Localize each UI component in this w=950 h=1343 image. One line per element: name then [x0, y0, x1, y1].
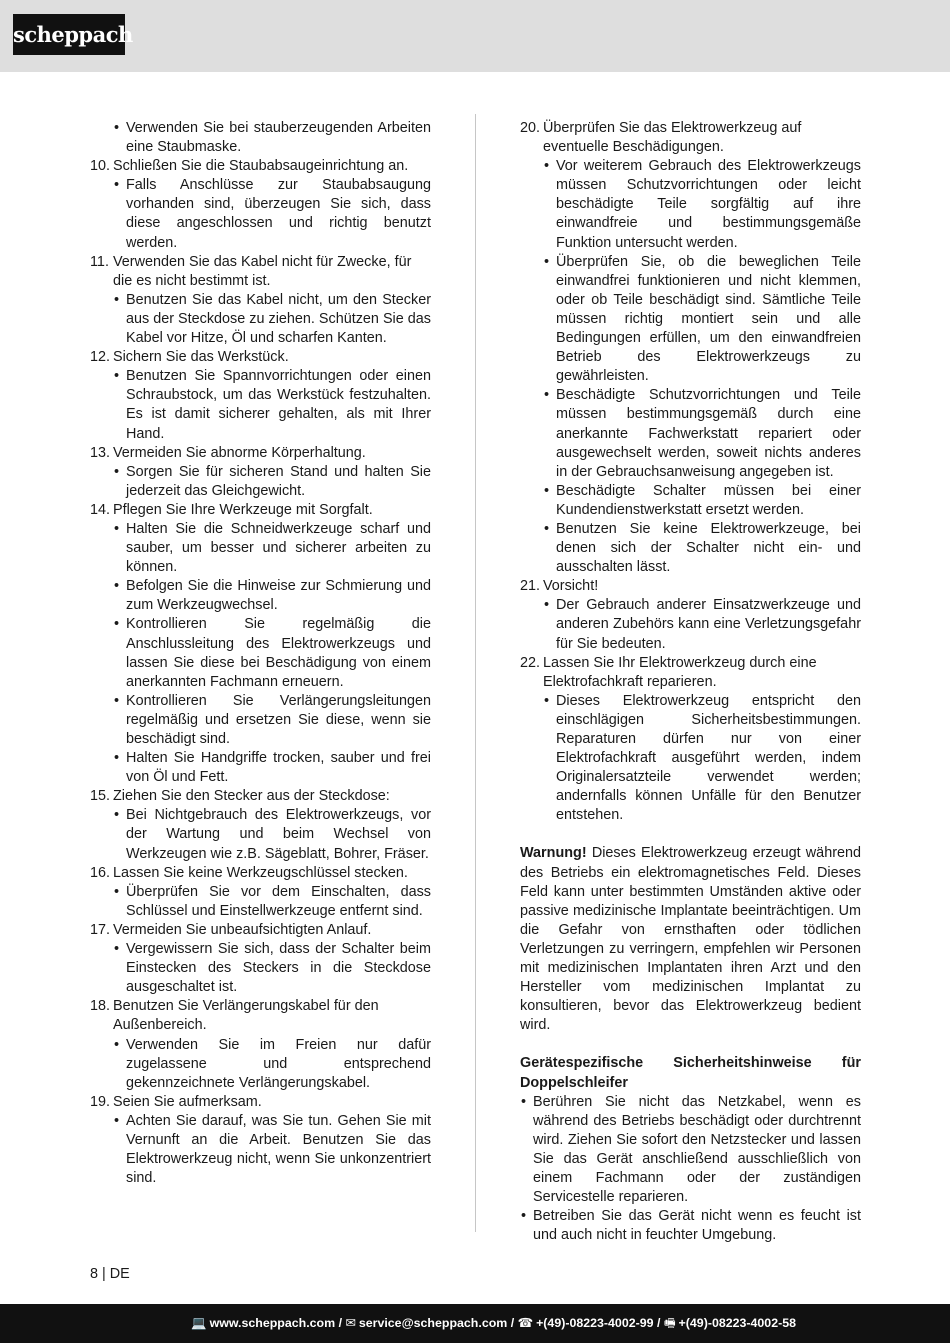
item-text: Vermeiden Sie unbeaufsichtigten Anlauf. — [113, 921, 372, 938]
paragraph — [520, 844, 861, 1035]
bullet-item: • Halten Sie die Schneidwerkzeuge scharf und sauber, um besser und sicherer arbeiten zu können. — [113, 520, 431, 577]
bullet-item: • Überprüfen Sie, ob die beweglichen Teile einwandfrei funktionieren und nicht klemmen, oder ob Teile beschädigt sind. Sämtliche Teile müssen richtig montiert sein und alle Bedingungen erfüllen, um den einwandfreien Betrieb des Elektrowerkzeugs zu gewährleisten. — [543, 253, 861, 387]
bullet-item: • Kontrollieren Sie regelmäßig die Anschlussleitung des Elektrowerkzeugs und lassen Sie diese bei Beschädigung von einem anerkannten Fachmann erneuern. — [113, 615, 431, 691]
column-divider — [475, 114, 476, 1232]
numbered-item — [90, 444, 431, 463]
bullet-list — [543, 157, 861, 577]
item-text: Pflegen Sie Ihre Werkzeuge mit Sorgfalt. — [113, 501, 373, 518]
footer-fax: +(49)-08223-4002-58 — [678, 1316, 796, 1330]
item-text: Seien Sie aufmerksam. — [113, 1093, 262, 1110]
item-number: 22. — [520, 654, 541, 671]
bullet-list — [113, 1112, 431, 1188]
left-column — [90, 119, 431, 1188]
bullet-item: • Benutzen Sie das Kabel nicht, um den Stecker aus der Steckdose zu ziehen. Schützen Sie das Kabel vor Hitze, Öl und scharfen Kanten. — [113, 291, 431, 348]
item-number: 21. — [520, 578, 541, 595]
bullet-item: • Überprüfen Sie vor dem Einschalten, dass Schlüssel und Einstellwerkzeuge entfernt sind. — [113, 883, 431, 921]
item-number: 11. — [90, 253, 109, 270]
numbered-item — [90, 157, 431, 176]
item-number: 13. — [90, 444, 111, 461]
item-text: Schließen Sie die Staubabsaugeinrichtung an. — [113, 158, 409, 175]
bullet-list — [113, 883, 431, 921]
item-number: 16. — [90, 864, 111, 881]
numbered-item — [90, 501, 431, 520]
footer-separator: / — [507, 1316, 518, 1330]
bullet-item: • Falls Anschlüsse zur Staubabsaugung vorhanden sind, überzeugen Sie sich, dass diese angeschlossen und richtig benutzt werden. — [113, 176, 431, 252]
spacer — [520, 825, 861, 844]
bullet-item: • Der Gebrauch anderer Einsatzwerkzeuge und anderen Zubehörs kann eine Verletzungsgefahr für Sie bedeuten. — [543, 596, 861, 653]
item-text: Lassen Sie Ihr Elektrowerkzeug durch eine Elektrofachkraft reparieren. — [543, 654, 817, 690]
item-number: 20. — [520, 120, 541, 136]
page-number: 8 | DE — [90, 1266, 130, 1282]
bullet-item: • Berühren Sie nicht das Netzkabel, wenn es während des Betriebs beschädigt oder durchtrennt wird. Ziehen Sie sofort den Netzstecker und lassen Sie das Gerät anschließend ausschließlich von einem Fachmann oder der zuständigen Servicestelle reparieren. — [520, 1093, 861, 1208]
paragraph-bold: Gerätespezifische Sicherheitshinweise für Doppelschleifer — [520, 1055, 861, 1091]
paragraph — [520, 1054, 861, 1092]
bullet-item: • Halten Sie Handgriffe trocken, sauber und frei von Öl und Fett. — [113, 749, 431, 787]
footer-contact-line — [191, 1304, 796, 1343]
numbered-item — [90, 348, 431, 367]
bullet-list — [113, 1036, 431, 1093]
item-text: Benutzen Sie Verlängerungskabel für den Außenbereich. — [113, 998, 379, 1034]
right-column — [520, 119, 861, 1245]
item-text: Sichern Sie das Werkstück. — [113, 349, 289, 366]
numbered-item — [90, 1093, 431, 1112]
bullet-list — [543, 596, 861, 653]
page-header — [0, 0, 950, 72]
bullet-item: • Benutzen Sie Spannvorrichtungen oder einen Schraubstock, um das Werkstück festzuhalten. Es ist damit sicherer gehalten, als mit Ihrer Hand. — [113, 367, 431, 443]
numbered-item — [90, 997, 431, 1035]
paragraph-text: Dieses Elektrowerkzeug erzeugt während des Betriebs ein elektromagnetisches Feld. Dieses Feld kann unter bestimmten Umständen aktive oder passive medizinische Implantate beeinträchtigen. Um die Gefahr von ernsthaften oder tödlichen Verletzungen zu verringern, empfehlen wir Personen mit medizinischen Implantaten ihren Arzt und den Hersteller vom medizinischen Implantat zu konsultieren, bevor das Elektrowerkzeug bedient wird. — [520, 845, 861, 1034]
bullet-item: • Betreiben Sie das Gerät nicht wenn es feucht ist und auch nicht in feuchter Umgebung. — [520, 1207, 861, 1245]
numbered-item — [90, 787, 431, 806]
footer-phone: +(49)-08223-4002-99 — [536, 1316, 654, 1330]
item-text: Vorsicht! — [543, 578, 599, 595]
item-number: 12. — [90, 349, 111, 366]
computer-icon: 💻 — [191, 1316, 207, 1330]
spacer — [520, 1035, 861, 1054]
fax-icon: 🖷 — [663, 1316, 676, 1330]
phone-icon: ☎ — [517, 1316, 534, 1330]
item-text: Lassen Sie keine Werkzeugschlüssel stecken. — [113, 864, 408, 881]
numbered-item — [520, 119, 861, 157]
item-text: Vermeiden Sie abnorme Körperhaltung. — [113, 444, 366, 461]
numbered-item — [90, 921, 431, 940]
bullet-list — [113, 367, 431, 443]
scheppach-logo: scheppach — [13, 14, 125, 55]
bullet-list — [113, 463, 431, 501]
bullet-item: • Bei Nichtgebrauch des Elektrowerkzeugs, vor der Wartung und beim Wechsel von Werkzeugen wie z.B. Sägeblatt, Bohrer, Fräser. — [113, 806, 431, 863]
bullet-item: • Sorgen Sie für sicheren Stand und halten Sie jederzeit das Gleichgewicht. — [113, 463, 431, 501]
bullet-list — [113, 119, 431, 157]
item-number: 15. — [90, 788, 111, 805]
bullet-item: • Beschädigte Schutzvorrichtungen und Teile müssen bestimmungsgemäß durch eine anerkannte Fachwerkstatt repariert oder ausgewechselt werden, soweit nichts anderes in der Gebrauchsanweisung angegeben ist. — [543, 386, 861, 481]
bullet-item: • Verwenden Sie im Freien nur dafür zugelassene und entsprechend gekennzeichnete Verlängerungskabel. — [113, 1036, 431, 1093]
bullet-item: • Benutzen Sie keine Elektrowerkzeuge, bei denen sich der Schalter nicht ein- und ausschalten lässt. — [543, 520, 861, 577]
bullet-item: • Vor weiterem Gebrauch des Elektrowerkzeugs müssen Schutzvorrichtungen oder leicht beschädigte Teile sorgfältig auf ihre einwandfreie und bestimmungsgemäße Funktion untersucht werden. — [543, 157, 861, 252]
item-text: Überprüfen Sie das Elektrowerkzeug auf eventuelle Beschädigungen. — [543, 120, 802, 156]
bullet-list — [113, 940, 431, 997]
numbered-item — [520, 577, 861, 596]
footer-separator: / — [335, 1316, 346, 1330]
bullet-list — [113, 520, 431, 787]
item-text: Verwenden Sie das Kabel nicht für Zwecke, für die es nicht bestimmt ist. — [113, 253, 412, 289]
item-number: 14. — [90, 501, 111, 518]
footer-email[interactable]: service@scheppach.com — [358, 1316, 508, 1330]
bullet-list — [520, 1093, 861, 1246]
bullet-item: • Dieses Elektrowerkzeug entspricht den einschlägigen Sicherheitsbestimmungen. Reparaturen dürfen nur von einer Elektrofachkraft ausgeführt werden, indem Originalersatzteile verwendet werden; andernfalls können Unfälle für den Benutzer entstehen. — [543, 692, 861, 826]
bullet-item: • Befolgen Sie die Hinweise zur Schmierung und zum Werkzeugwechsel. — [113, 577, 431, 615]
paragraph-bold: Warnung! — [520, 845, 587, 862]
numbered-item — [90, 864, 431, 883]
bullet-list — [113, 806, 431, 863]
bullet-list — [113, 176, 431, 252]
item-number: 10. — [90, 158, 111, 175]
bullet-item: • Vergewissern Sie sich, dass der Schalter beim Einstecken des Steckers in die Steckdose ausgeschaltet ist. — [113, 940, 431, 997]
item-number: 19. — [90, 1093, 111, 1110]
bullet-list — [543, 692, 861, 826]
footer-website[interactable]: www.scheppach.com — [209, 1316, 336, 1330]
mail-icon: ✉ — [345, 1316, 356, 1330]
bullet-item: • Beschädigte Schalter müssen bei einer Kundendienstwerkstatt ersetzt werden. — [543, 482, 861, 520]
bullet-item: • Kontrollieren Sie Verlängerungsleitungen regelmäßig und ersetzen Sie diese, wenn sie beschädigt sind. — [113, 692, 431, 749]
item-number: 18. — [90, 998, 111, 1015]
item-text: Ziehen Sie den Stecker aus der Steckdose: — [113, 788, 390, 805]
footer-separator: / — [653, 1316, 664, 1330]
item-number: 17. — [90, 921, 111, 938]
bullet-item: • Achten Sie darauf, was Sie tun. Gehen Sie mit Vernunft an die Arbeit. Benutzen Sie das Elektrowerkzeug nicht, wenn Sie unkonzentriert sind. — [113, 1112, 431, 1188]
numbered-item — [90, 253, 431, 291]
numbered-item — [520, 654, 861, 692]
bullet-list — [113, 291, 431, 348]
bullet-item: • Verwenden Sie bei stauberzeugenden Arbeiten eine Staubmaske. — [113, 119, 431, 157]
page-footer — [0, 1304, 950, 1343]
